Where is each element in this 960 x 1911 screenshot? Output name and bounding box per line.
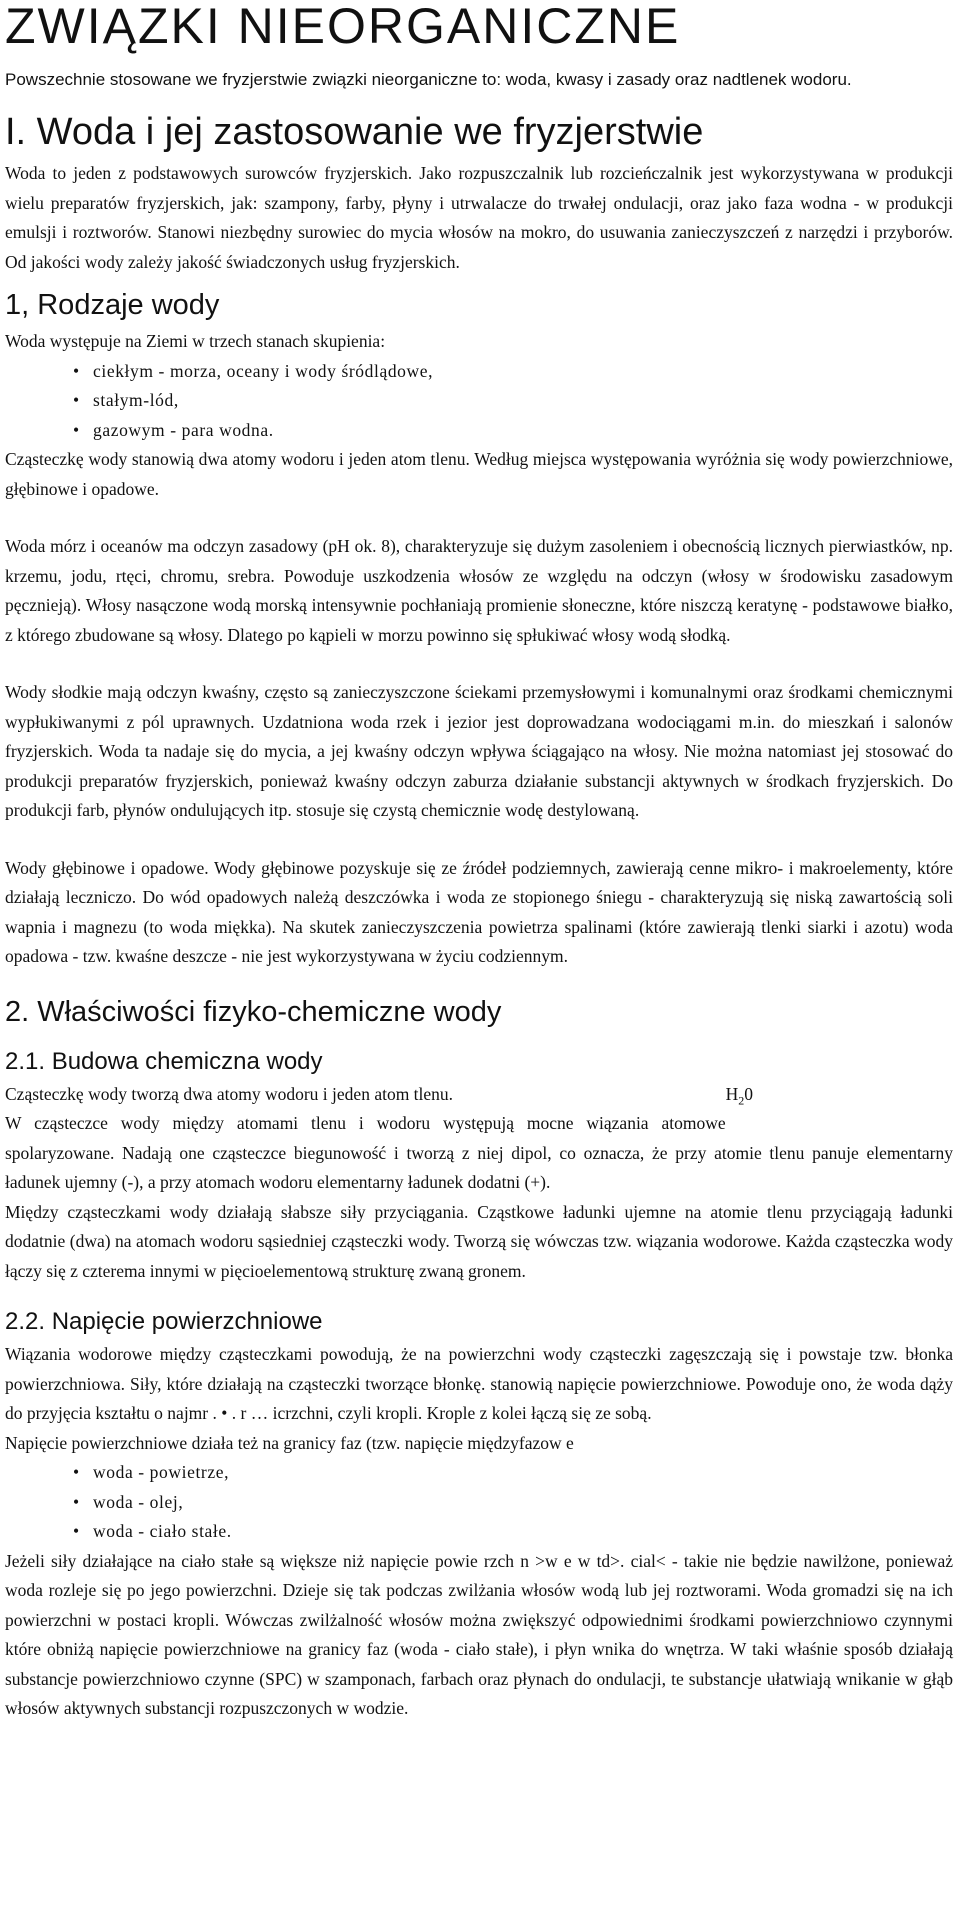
paragraph-interface-lead: Napięcie powierzchniowe działa też na granicy faz (tzw. napięcie międzyfazow e [5,1432,574,1453]
paragraph-surface-tension: Wiązania wodorowe między cząsteczkami powodują, że na powierzchni wody cząsteczki zagęszczają się i powstaje tzw. błonka powierzchniowa. Siły, które działają na cząsteczki tworzące błonkę. stanowią napięcie powierzchniowe. Powoduje ono, że woda dąży do przyjęcia kształtu o najmr . • . r … icrzchni, czyli kropli. Krople z kolei łączą się ze sobą. [5,1344,953,1423]
paragraph-water-use: Woda to jeden z podstawowych surowców fryzjerskich. Jako rozpuszczalnik lub rozcieńczalnik jest wykorzystywana w produkcji wielu preparatów fryzjerskich, jak: szampony, farby, płyny i utrwalacze do trwałej ondulacji, oraz jako faza wodna - w produkcji emulsji i roztworów. Stanowi niezbędny surowiec do mycia włosów na mokro, do usuwania zanieczyszczeń z narzędzi i przyborów. Od jakości wody zależy jakość świadczonych usług fryzjerskich. [5,163,953,272]
list-item: • gazowym - para wodna. [93,416,953,446]
subsection-heading-structure: 2.1. Budowa chemiczna wody [5,1047,323,1075]
paragraph-sea-water: Woda mórz i oceanów ma odczyn zasadowy (pH ok. 8), charakteryzuje się dużym zasoleniem i obecnością licznych pierwiastków, np. krzemu, jodu, rtęci, chromu, srebra. Powoduje uszkodzenia włosów ze względu na odczyn (włosy w środowisku zasadowym pęcznieją). Włosy nasączone wodą morską intensywnie pochłaniają promienie słoneczne, które niszczą keratynę - podstawowe białko, z którego zbudowane są włosy. Dlatego po kąpieli w morzu powinno się spłukiwać włosy wodą słodką. [5,536,953,645]
list-item: • ciekłym - morza, oceany i wody śródlądowe, [93,357,953,387]
paragraph-polar-bonds: W cząsteczce wody między atomami tlenu i wodoru występują mocne wiązania atomowe spolaryzowane. Nadają one cząsteczce biegunowość i tworzą z niej dipol, co oznacza, że przy atomie tlenu panuje elementarny ładunek ujemny (-), a przy atomach wodoru elementarny ładunek dodatni (+). [5,1113,953,1192]
document-title: ZWIĄZKI NIEORGANICZNE [5,0,681,54]
paragraph-structure-line: $H_20$ Cząsteczkę wody tworzą dwa atomy wodoru i jeden atom tlenu. [5,1080,953,1110]
paragraph-fresh-water: Wody słodkie mają odczyn kwaśny, często są zanieczyszczone ściekami przemysłowymi i komunalnymi oraz środkami chemicznymi wypłukiwanymi z pól uprawnych. Uzdatniona woda rzek i jezior jest doprowadzana wodociągami m.in. do mieszkań i salonów fryzjerskich. Woda ta nadaje się do mycia, a jej kwaśny odczyn wpływa ściągająco na włosy. Nie można natomiast jej stosować do produkcji preparatów fryzjerskich, ponieważ kwaśny odczyn zaburza działanie substancji aktywnych w środkach fryzjerskich. Do produkcji farb, płynów ondulujących itp. stosuje się czystą chemicznie wodę destylowaną. [5,682,953,820]
section-heading-properties: 2. Właściwości fizyko-chemiczne wody [5,995,502,1028]
document-page [5,0,953,1724]
paragraph-molecule-types: Cząsteczkę wody stanowią dwa atomy wodoru i jeden atom tlenu. Według miejsca występowania wyróżnia się wody powierzchniowe, głębinowe i opadowe. [5,449,953,499]
list-item: • woda - olej, [93,1488,953,1518]
paragraph-deep-water: Wody głębinowe i opadowe. Wody głębinowe pozyskuje się ze źródeł podziemnych, zawierają cenne mikro- i makroelementy, które działają leczniczo. Do wód opadowych należą deszczówka i woda ze stopionego śniegu - charakteryzują się niską zawartością soli wapnia i magnezu (to woda miękka). Na skutek zanieczyszczenia powietrza spalinami (które zawierają tlenki siarki i azotu) woda opadowa - tzw. kwaśne deszcze - nie jest wykorzystywana w życiu codziennym. [5,857,953,966]
paragraph-states-lead: Woda występuje na Ziemi w trzech stanach skupienia: [5,331,386,351]
list-item: • woda - ciało stałe. [93,1517,953,1547]
paragraph-wetting: Jeżeli siły działające na ciało stałe są większe niż napięcie powie rzch n >w e w td>. cial< - takie nie będzie nawilżone, ponieważ woda rozleje się po jego powierzchni. Dzieje się tak podczas zwilżania włosów wodą lub jej roztworami. Woda gromadzi się na ich powierzchni w postaci kropli. Wówczas zwilżalność włosów można zwiększyć odpowiednimi środkami powierzchniowo czynnymi które obniżą napięcie powierzchniowe na granicy faz (woda - ciało stałe), i płyn wnika do wnętrza. W taki właśnie sposób działają substancje powierzchniowo czynne (SPC) w szamponach, farbach oraz płynach do ondulacji, te substancje ułatwiają wnikanie w głąb włosów aktywnych substancji rozpuszczonych w wodzie. [5,1550,953,1718]
paragraph-hydrogen-bonds: Między cząsteczkami wody działają słabsze siły przyciągania. Cząstkowe ładunki ujemne na atomie tlenu przyciągają ładunki dodatnie (dwa) na atomach wodoru sąsiedniej cząsteczki wody. Tworzą się wówczas tzw. wiązania wodorowe. Każda cząsteczka wody łączy się z czterema innymi w pięcioelementową strukturę zwaną gronem. [5,1201,953,1281]
intro-paragraph: Powszechnie stosowane we fryzjerstwie związki nieorganiczne to: woda, kwasy i zasady oraz nadtlenek wodoru. [5,70,852,89]
section-heading-water-use: I. Woda i jej zastosowanie we fryzjerstwie [5,111,704,153]
list-item: • stałym-lód, [93,386,953,416]
section-heading-water-types: 1, Rodzaje wody [5,289,220,321]
states-list [5,357,953,446]
water-formula: $H_20$ [725,1083,753,1107]
interface-list [5,1458,953,1547]
list-item: • woda - powietrze, [93,1458,953,1488]
subsection-heading-surface-tension: 2.2. Napięcie powierzchniowe [5,1308,323,1335]
